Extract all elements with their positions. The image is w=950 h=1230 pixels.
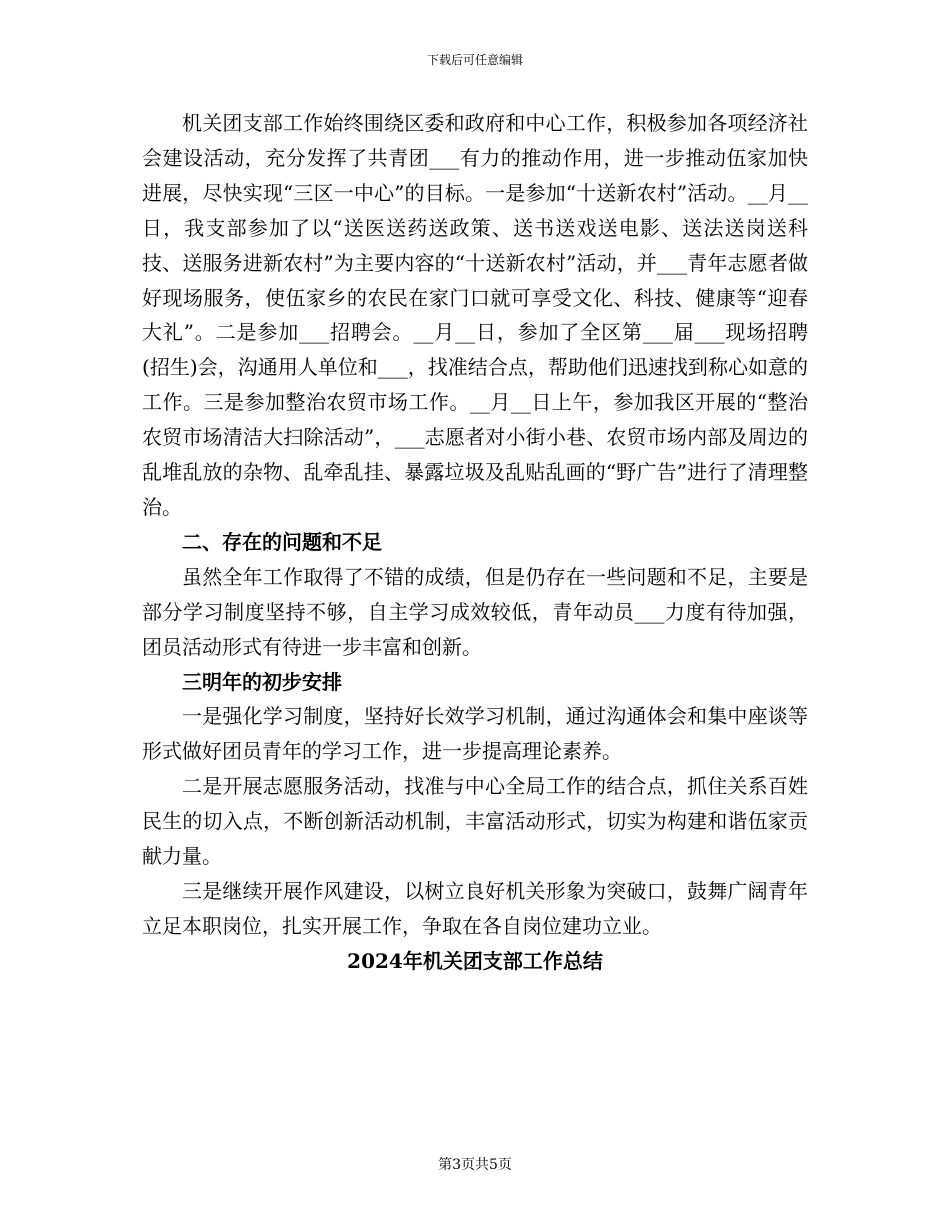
- paragraph-plan-style: 三是继续开展作风建设，以树立良好机关形象为突破口，鼓舞广阔青年立足本职岗位，扎实开展工作，争取在各自岗位建功立业。: [142, 878, 808, 938]
- paragraph-plan-volunteer: 二是开展志愿服务活动，找准与中心全局工作的结合点，抓住关系百姓民生的切入点，不断创新活动机制，丰富活动形式，切实为构建和谐伍家贡献力量。: [142, 774, 808, 869]
- section-heading-problems: 二、存在的问题和不足: [182, 529, 382, 554]
- page-number: 第3页共5页: [438, 1157, 512, 1173]
- paragraph-problems: 虽然全年工作取得了不错的成绩，但是仍存在一些问题和不足，主要是部分学习制度坚持不够，自主学习成效较低，青年动员___力度有待加强，团员活动形式有待进一步丰富和创新。: [142, 564, 808, 659]
- section-heading-plans: 三明年的初步安排: [182, 669, 342, 694]
- page-header-note: 下载后可任意编辑: [426, 53, 523, 67]
- next-document-title: 2024年机关团支部工作总结: [347, 948, 603, 973]
- paragraph-plan-study: 一是强化学习制度，坚持好长效学习机制，通过沟通体会和集中座谈等形式做好团员青年的学习工作，进一步提高理论素养。: [142, 704, 808, 764]
- paragraph-activities: 机关团支部工作始终围绕区委和政府和中心工作，积极参加各项经济社会建设活动，充分发挥了共青团___有力的推动作用，进一步推动伍家加快进展，尽快实现“三区一中心”的目标。一是参加“十送新农村”活动。__月__日，我支部参加了以“送医送药送政策、送书送戏送电影、送法送岗送科技、送服务进新农村”为主要内容的“十送新农村”活动，并___青年志愿者做好现场服务，使伍家乡的农民在家门口就可享受文化、科技、健康等“迎春大礼”。二是参加___招聘会。__月__日，参加了全区第___届___现场招聘(招生)会，沟通用人单位和___，找准结合点，帮助他们迅速找到称心如意的工作。三是参加整治农贸市场工作。__月__日上午，参加我区开展的“整治农贸市场清洁大扫除活动”，___志愿者对小街小巷、农贸市场内部及周边的乱堆乱放的杂物、乱牵乱挂、暴露垃圾及乱贴乱画的“野广告”进行了清理整治。: [142, 111, 808, 519]
- document-body: [142, 106, 808, 979]
